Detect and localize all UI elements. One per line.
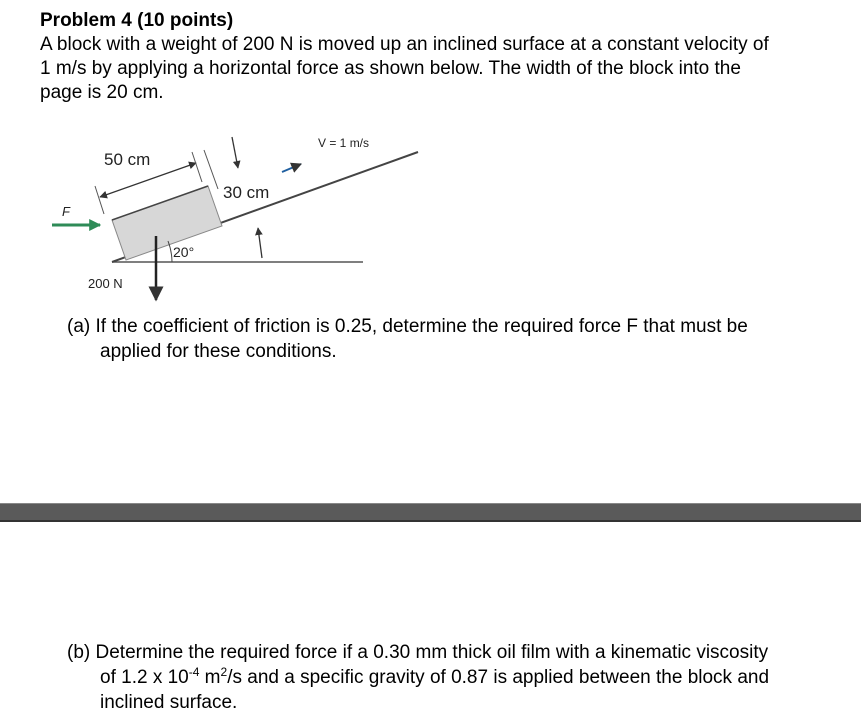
statement-line-2: 1 m/s by applying a horizontal force as shown below. The width of the block into the	[40, 58, 741, 79]
length-extension-right	[192, 152, 202, 182]
weight-label: 200 N	[88, 276, 123, 291]
exponent-2: 2	[220, 665, 228, 679]
velocity-arrow	[282, 164, 301, 172]
height-label: 30 cm	[223, 183, 270, 202]
part-a-question	[67, 314, 827, 364]
length-extension-left	[95, 186, 104, 214]
part-b-line-2	[67, 665, 847, 690]
height-arrow-up	[258, 228, 262, 258]
part-b-line-2-post: /s and a specific gravity of 0.87 is applied between the block and	[227, 667, 770, 688]
part-b-line-3: inclined surface.	[100, 692, 238, 713]
part-a-line-1: (a) If the coefficient of friction is 0.25, determine the required force F that must be	[67, 316, 748, 337]
height-arrow-down	[232, 137, 238, 168]
height-extension-top	[204, 150, 218, 189]
problem-statement	[40, 33, 840, 105]
part-b-line-2-pre: of 1.2 x 10	[100, 667, 189, 688]
page-separator-bar	[0, 503, 861, 522]
statement-line-1: A block with a weight of 200 N is moved up an inclined surface at a constant velocity of	[40, 34, 769, 55]
part-b-question	[67, 640, 847, 715]
force-label: F	[62, 204, 70, 219]
angle-label: 20°	[173, 244, 195, 260]
length-label: 50 cm	[104, 150, 151, 169]
incline-diagram	[0, 120, 861, 320]
part-b-line-2-mid: m	[199, 667, 221, 688]
statement-line-3: page is 20 cm.	[40, 82, 164, 103]
block	[112, 186, 222, 260]
velocity-label: V = 1 m/s	[318, 136, 370, 150]
part-a-line-2: applied for these conditions.	[100, 341, 337, 362]
part-b-line-1: (b) Determine the required force if a 0.30 mm thick oil film with a kinematic viscosity	[67, 642, 769, 663]
exponent-neg4: -4	[188, 665, 200, 679]
problem-title: Problem 4 (10 points)	[40, 10, 234, 31]
